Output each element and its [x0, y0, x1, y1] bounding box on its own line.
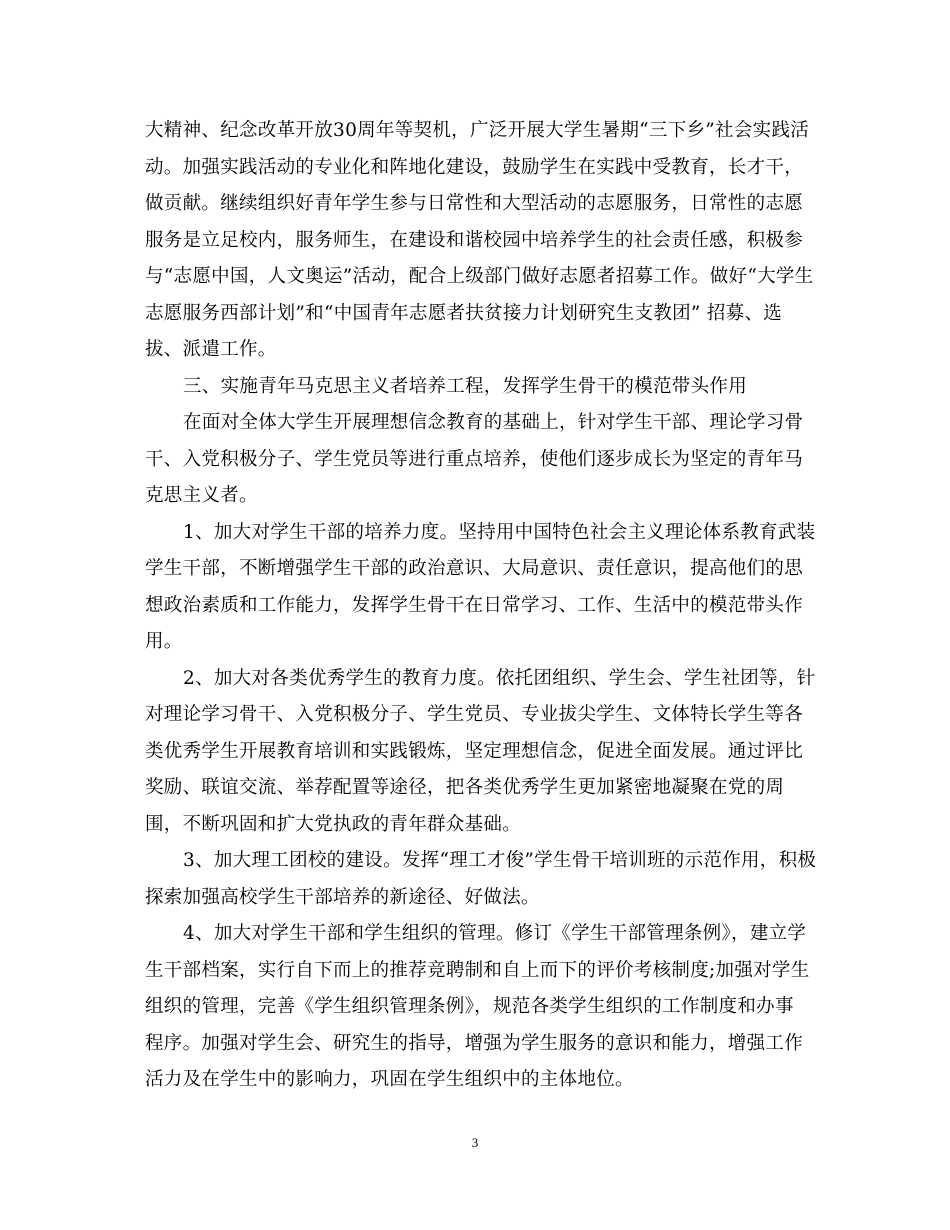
text-line: 拔、派遣工作。 — [145, 339, 277, 360]
text-line: 4、加大对学生干部和学生组织的管理。修订《学生干部管理条例》，建立学 — [183, 923, 807, 944]
text-line: 类优秀学生开展教育培训和实践锻炼，坚定理想信念，促进全面发展。通过评比 — [145, 740, 804, 762]
text-line: 三、实施青年马克思主义者培养工程，发挥学生骨干的模范带头作用 — [183, 375, 748, 397]
text-line: 程序。加强对学生会、研究生的指导，增强为学生服务的意识和能力，增强工作 — [145, 1032, 804, 1054]
text-line: 与“志愿中国，人文奥运”活动，配合上级部门做好志愿者招募工作。做好“大学生 — [145, 266, 814, 287]
text-line: 服务是立足校内，服务师生，在建设和谐校园中培养学生的社会责任感，积极参 — [145, 229, 804, 251]
text-line: 大精神、纪念改革开放30周年等契机，广泛开展大学生暑期“三下乡”社会实践活 — [145, 120, 810, 141]
text-line: 干、入党积极分子、学生党员等进行重点培养，使他们逐步成长为坚定的青年马 — [145, 448, 804, 470]
text-line: 克思主义者。 — [145, 485, 258, 506]
text-line: 做贡献。继续组织好青年学生参与日常性和大型活动的志愿服务，日常性的志愿 — [145, 193, 804, 214]
text-line: 在面对全体大学生开展理想信念教育的基础上，针对学生干部、理论学习骨 — [183, 412, 804, 433]
text-line: 奖励、联谊交流、举荐配置等途径，把各类优秀学生更加紧密地凝聚在党的周 — [145, 777, 785, 798]
text-line: 用。 — [145, 631, 183, 652]
text-line: 组织的管理，完善《学生组织管理条例》，规范各类学生组织的工作制度和办事 — [145, 996, 794, 1017]
text-line: 对理论学习骨干、入党积极分子、学生党员、专业拔尖学生、文体特长学生等各 — [145, 704, 804, 725]
text-line: 学生干部，不断增强学生干部的政治意识、大局意识、责任意识，提高他们的思 — [145, 558, 804, 579]
text-line: 志愿服务西部计划”和“中国青年志愿者扶贫接力计划研究生支教团” 招募、选 — [145, 302, 783, 324]
text-line: 围，不断巩固和扩大党执政的青年群众基础。 — [145, 813, 522, 835]
text-line: 活力及在学生中的影响力，巩固在学生组织中的主体地位。 — [145, 1069, 634, 1090]
text-line: 1、加大对学生干部的培养力度。坚持用中国特色社会主义理论体系教育武装 — [183, 521, 816, 543]
text-line: 2、加大对各类优秀学生的教育力度。依托团组织、学生会、学生社团等，针 — [183, 667, 816, 689]
page-number: 3 — [471, 1135, 479, 1150]
text-line: 想政治素质和工作能力，发挥学生骨干在日常学习、工作、生活中的模范带头作 — [145, 594, 804, 616]
text-line: 3、加大理工团校的建设。发挥“理工才俊”学生骨干培训班的示范作用，积极 — [183, 850, 817, 871]
text-line: 动。加强实践活动的专业化和阵地化建设，鼓励学生在实践中受教育，长才干， — [145, 156, 804, 178]
text-line: 生干部档案，实行自下而上的推荐竞聘制和自上而下的评价考核制度;加强对学生 — [145, 959, 810, 981]
document-body — [145, 113, 817, 1099]
text-line: 探索加强高校学生干部培养的新途径、好做法。 — [145, 886, 540, 908]
